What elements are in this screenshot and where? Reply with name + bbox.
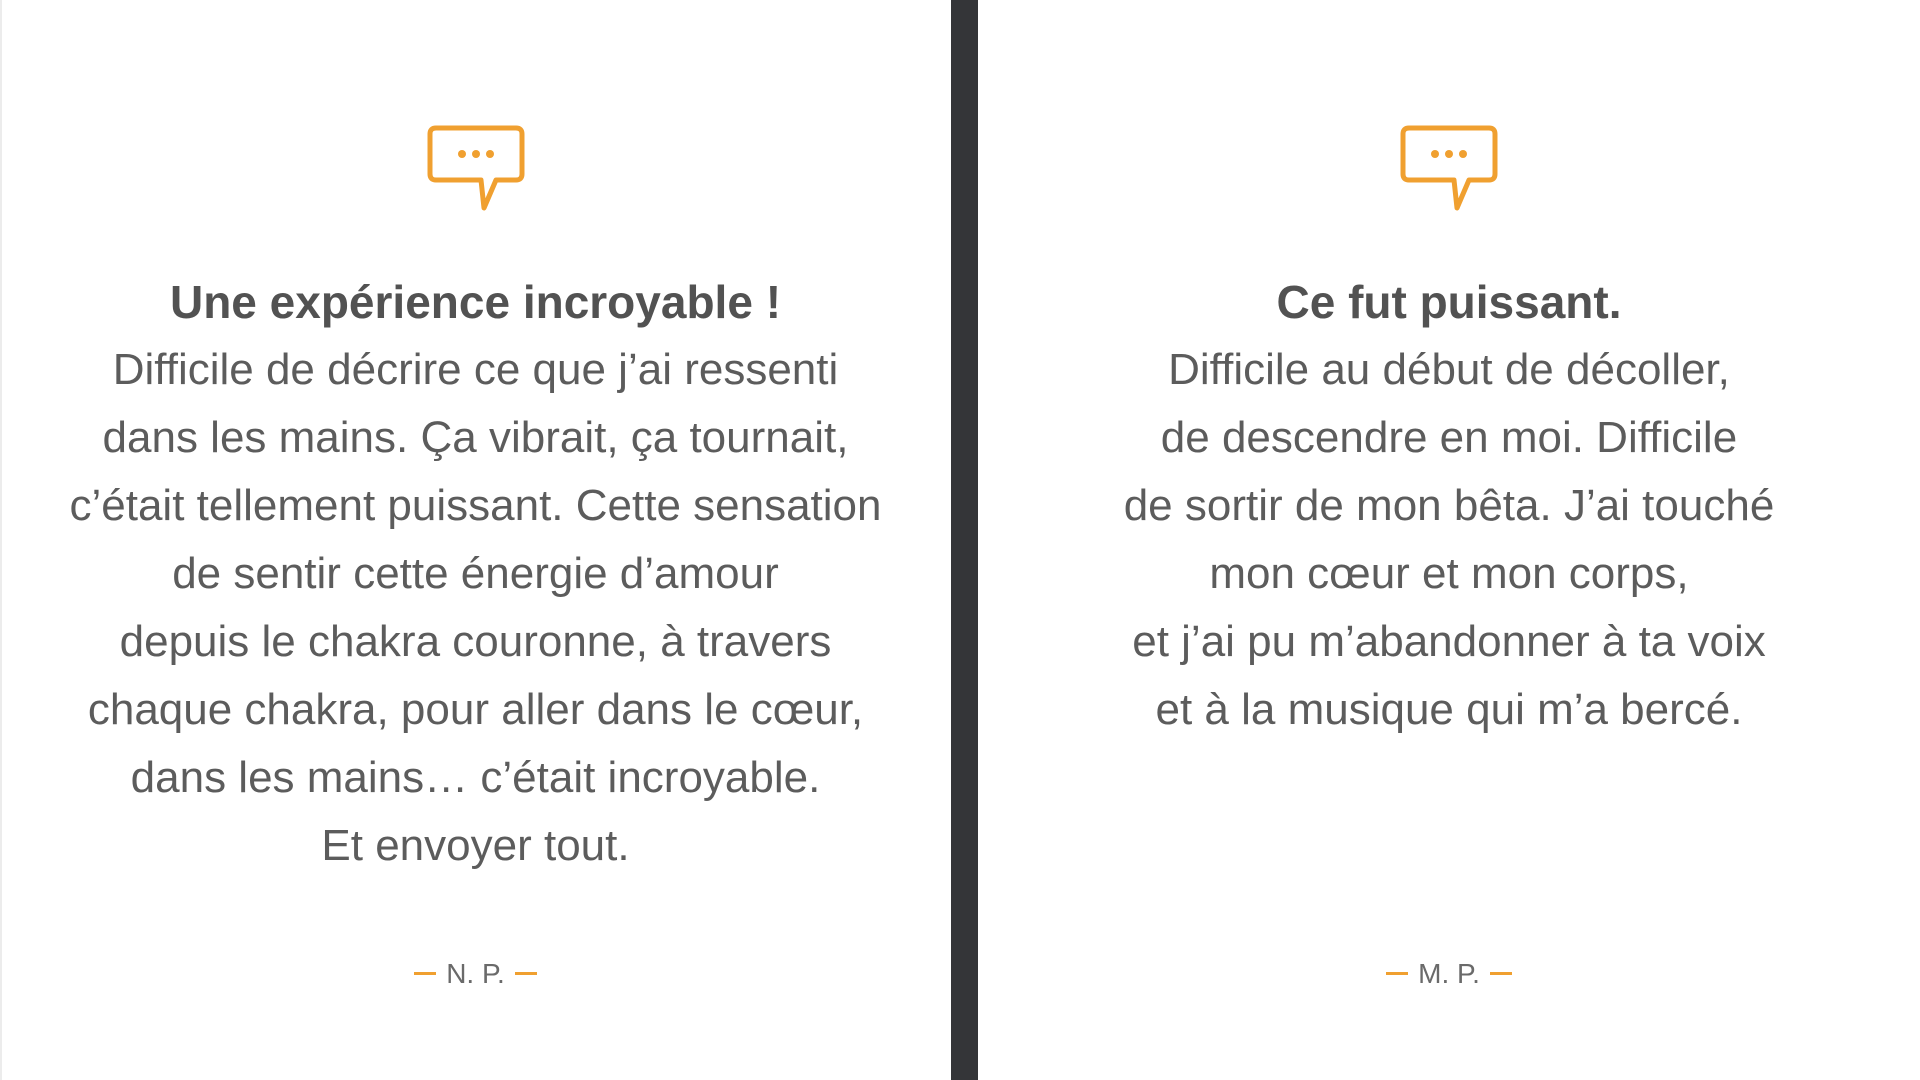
testimonial-headline: Une expérience incroyable ! xyxy=(169,276,782,328)
testimonial-author xyxy=(978,956,1920,992)
testimonial-line: chaque chakra, pour aller dans le cœur, xyxy=(87,685,864,734)
testimonial-line: Difficile de décrire ce que j’ai ressenti xyxy=(112,345,839,394)
testimonial-quote xyxy=(978,268,1920,744)
author-initials: N. P. xyxy=(446,958,505,989)
testimonial-card-2 xyxy=(978,0,1920,1080)
testimonial-line: et j’ai pu m’abandonner à ta voix xyxy=(1132,617,1766,666)
testimonial-line: c’était tellement puissant. Cette sensation xyxy=(69,481,882,530)
dash-left xyxy=(1386,972,1408,975)
dash-left xyxy=(414,972,436,975)
testimonial-line: de sentir cette énergie d’amour xyxy=(172,549,779,598)
testimonial-line: de descendre en moi. Difficile xyxy=(1160,413,1738,462)
speech-bubble-icon xyxy=(426,124,526,214)
testimonial-quote xyxy=(0,268,951,880)
testimonial-line: de sortir de mon bêta. J’ai touché xyxy=(1123,481,1775,530)
testimonial-line: Et envoyer tout. xyxy=(321,821,630,870)
testimonial-line: mon cœur et mon corps, xyxy=(1209,549,1689,598)
testimonial-author xyxy=(0,956,951,992)
testimonial-line: dans les mains. Ça vibrait, ça tournait, xyxy=(102,413,849,462)
testimonial-line: depuis le chakra couronne, à travers xyxy=(119,617,832,666)
testimonial-card-1 xyxy=(0,0,951,1080)
testimonial-headline: Ce fut puissant. xyxy=(1276,276,1622,328)
testimonial-line: Difficile au début de décoller, xyxy=(1168,345,1730,394)
speech-bubble-icon xyxy=(1399,124,1499,214)
testimonial-line: et à la musique qui m’a bercé. xyxy=(1155,685,1743,734)
vertical-divider xyxy=(951,0,978,1080)
testimonial-line: dans les mains… c’était incroyable. xyxy=(130,753,821,802)
dash-right xyxy=(515,972,537,975)
author-initials: M. P. xyxy=(1418,958,1480,989)
dash-right xyxy=(1490,972,1512,975)
